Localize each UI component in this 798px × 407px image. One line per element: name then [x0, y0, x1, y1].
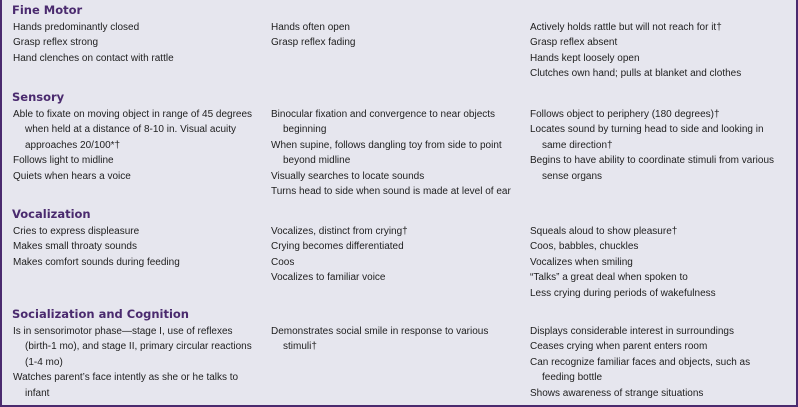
column-1 — [13, 324, 265, 401]
list-item: Turns head to side when sound is made at level of ear — [271, 186, 511, 198]
list-item: Actively holds rattle but will not reach for it† — [530, 22, 722, 33]
list-item: Less crying during periods of wakefulness — [530, 287, 716, 299]
list-item: Begins to have ability to coordinate stimuli from various sense organs — [530, 155, 775, 182]
list-item: Grasp reflex strong — [13, 37, 99, 49]
column-2 — [271, 20, 523, 51]
list-item: Watches parent’s face intently as she or he talks to infant — [13, 372, 239, 399]
list-item: When supine, follows dangling toy from side to point beyond midline — [271, 139, 502, 167]
section-title: Vocalization — [12, 207, 91, 221]
list-item: Makes comfort sounds during feeding — [13, 256, 180, 268]
list-item: “Talks” a great deal when spoken to — [530, 272, 688, 284]
column-2 — [271, 224, 523, 286]
list-item: Hands kept loosely open — [530, 52, 640, 64]
list-item: Displays considerable interest in surroundings — [530, 326, 734, 337]
list-item: Vocalizes to familiar voice — [271, 272, 386, 284]
list-item: Vocalizes, distinct from crying† — [271, 226, 408, 237]
list-item: Is in sensorimotor phase—stage I, use of reflexes (birth-1 mo), and stage II, primary circular reactions (1-4 mo) — [13, 326, 252, 368]
list-item: Quiets when hears a voice — [13, 170, 131, 182]
column-2 — [271, 107, 523, 199]
section-title: Socialization and Cognition — [12, 307, 189, 321]
list-item: Shows awareness of strange situations — [530, 387, 704, 399]
column-1 — [13, 20, 265, 66]
list-item: Cries to express displeasure — [13, 226, 140, 237]
list-item: Visually searches to locate sounds — [271, 170, 425, 182]
list-item: Follows light to midline — [13, 155, 114, 167]
list-item: Follows object to periphery (180 degrees)† — [530, 109, 720, 120]
list-item: Can recognize familiar faces and objects, such as feeding bottle — [530, 356, 751, 384]
column-2 — [271, 324, 523, 355]
list-item: Hands often open — [271, 22, 350, 33]
list-item: Vocalizes when smiling — [530, 256, 633, 268]
section-title: Fine Motor — [12, 3, 83, 17]
column-1 — [13, 224, 265, 270]
column-3 — [530, 20, 792, 82]
column-3 — [530, 107, 792, 184]
list-item: Grasp reflex absent — [530, 37, 618, 49]
column-3 — [530, 324, 792, 401]
list-item: Binocular fixation and convergence to near objects beginning — [271, 109, 496, 136]
column-3 — [530, 224, 792, 301]
list-item: Clutches own hand; pulls at blanket and clothes — [530, 68, 742, 80]
list-item: Crying becomes differentiated — [271, 241, 404, 253]
list-item: Hand clenches on contact with rattle — [13, 52, 174, 64]
list-item: Squeals aloud to show pleasure† — [530, 226, 678, 237]
section-title: Sensory — [12, 90, 65, 104]
list-item: Makes small throaty sounds — [13, 241, 137, 253]
list-item: Coos — [271, 256, 295, 268]
list-item: Hands predominantly closed — [13, 22, 140, 33]
list-item: Locates sound by turning head to side and looking in same direction† — [530, 124, 764, 151]
list-item: Able to fixate on moving object in range of 45 degrees when held at a distance of 8-10 in. Visual acuity approaches 20/100*† — [13, 109, 253, 151]
list-item: Coos, babbles, chuckles — [530, 241, 639, 253]
list-item: Grasp reflex fading — [271, 37, 356, 49]
list-item: Ceases crying when parent enters room — [530, 341, 708, 353]
list-item: Demonstrates social smile in response to various stimuli† — [271, 326, 489, 353]
column-1 — [13, 107, 265, 184]
